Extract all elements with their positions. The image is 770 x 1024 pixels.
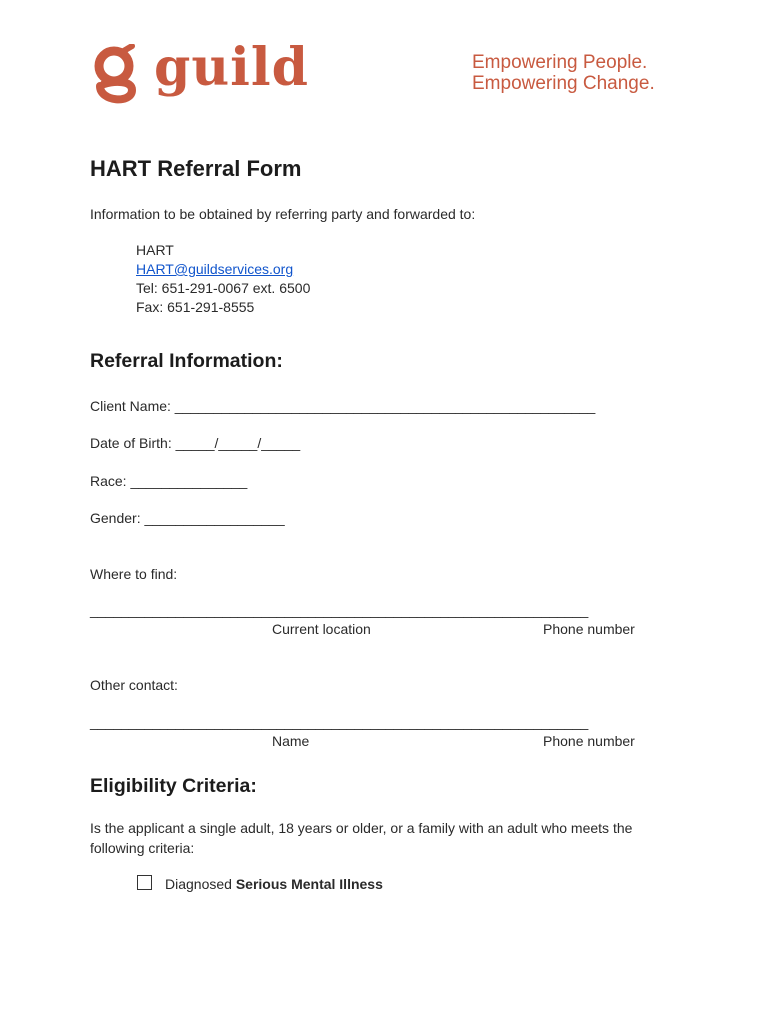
guild-logo-icon: [90, 44, 140, 106]
form-title: HART Referral Form: [90, 156, 302, 181]
date-of-birth-field[interactable]: Date of Birth: _____/_____/_____: [90, 435, 301, 451]
contact-tel: Tel: 651-291-0067 ext. 6500: [136, 280, 311, 296]
eligibility-heading: Eligibility Criteria:: [90, 775, 257, 797]
contact-org: HART: [136, 242, 174, 258]
phone-number-label-1: Phone number: [543, 621, 635, 637]
tagline-line-2: Empowering Change.: [472, 73, 655, 94]
brand-wordmark: guild: [154, 37, 310, 98]
where-to-find-line[interactable]: ________________________________________________________________: [90, 602, 589, 618]
other-contact-line[interactable]: ________________________________________________________________: [90, 714, 589, 730]
client-name-field[interactable]: Client Name: ______________________________________________________: [90, 398, 596, 414]
race-field[interactable]: Race: _______________: [90, 473, 248, 489]
current-location-label: Current location: [272, 621, 371, 637]
criteria-label: [165, 876, 383, 892]
name-label: Name: [272, 733, 310, 749]
tagline-line-1: Empowering People.: [472, 52, 648, 73]
criteria-bold-text: Serious Mental Illness: [235, 876, 383, 892]
referral-heading: Referral Information:: [90, 350, 283, 372]
eligibility-question-line-2: following criteria:: [90, 840, 195, 856]
contact-fax: Fax: 651-291-8555: [136, 299, 255, 315]
criteria-prefix: Diagnosed: [165, 876, 236, 892]
where-to-find-label: Where to find:: [90, 566, 178, 582]
gender-field[interactable]: Gender: __________________: [90, 510, 285, 526]
contact-email-link[interactable]: HART@guildservices.org: [136, 261, 294, 277]
other-contact-label: Other contact:: [90, 677, 178, 693]
serious-mental-illness-checkbox[interactable]: [137, 875, 152, 890]
intro-text: Information to be obtained by referring party and forwarded to:: [90, 206, 476, 222]
eligibility-question-line-1: Is the applicant a single adult, 18 years or older, or a family with an adult who meets the: [90, 820, 633, 836]
phone-number-label-2: Phone number: [543, 733, 635, 749]
